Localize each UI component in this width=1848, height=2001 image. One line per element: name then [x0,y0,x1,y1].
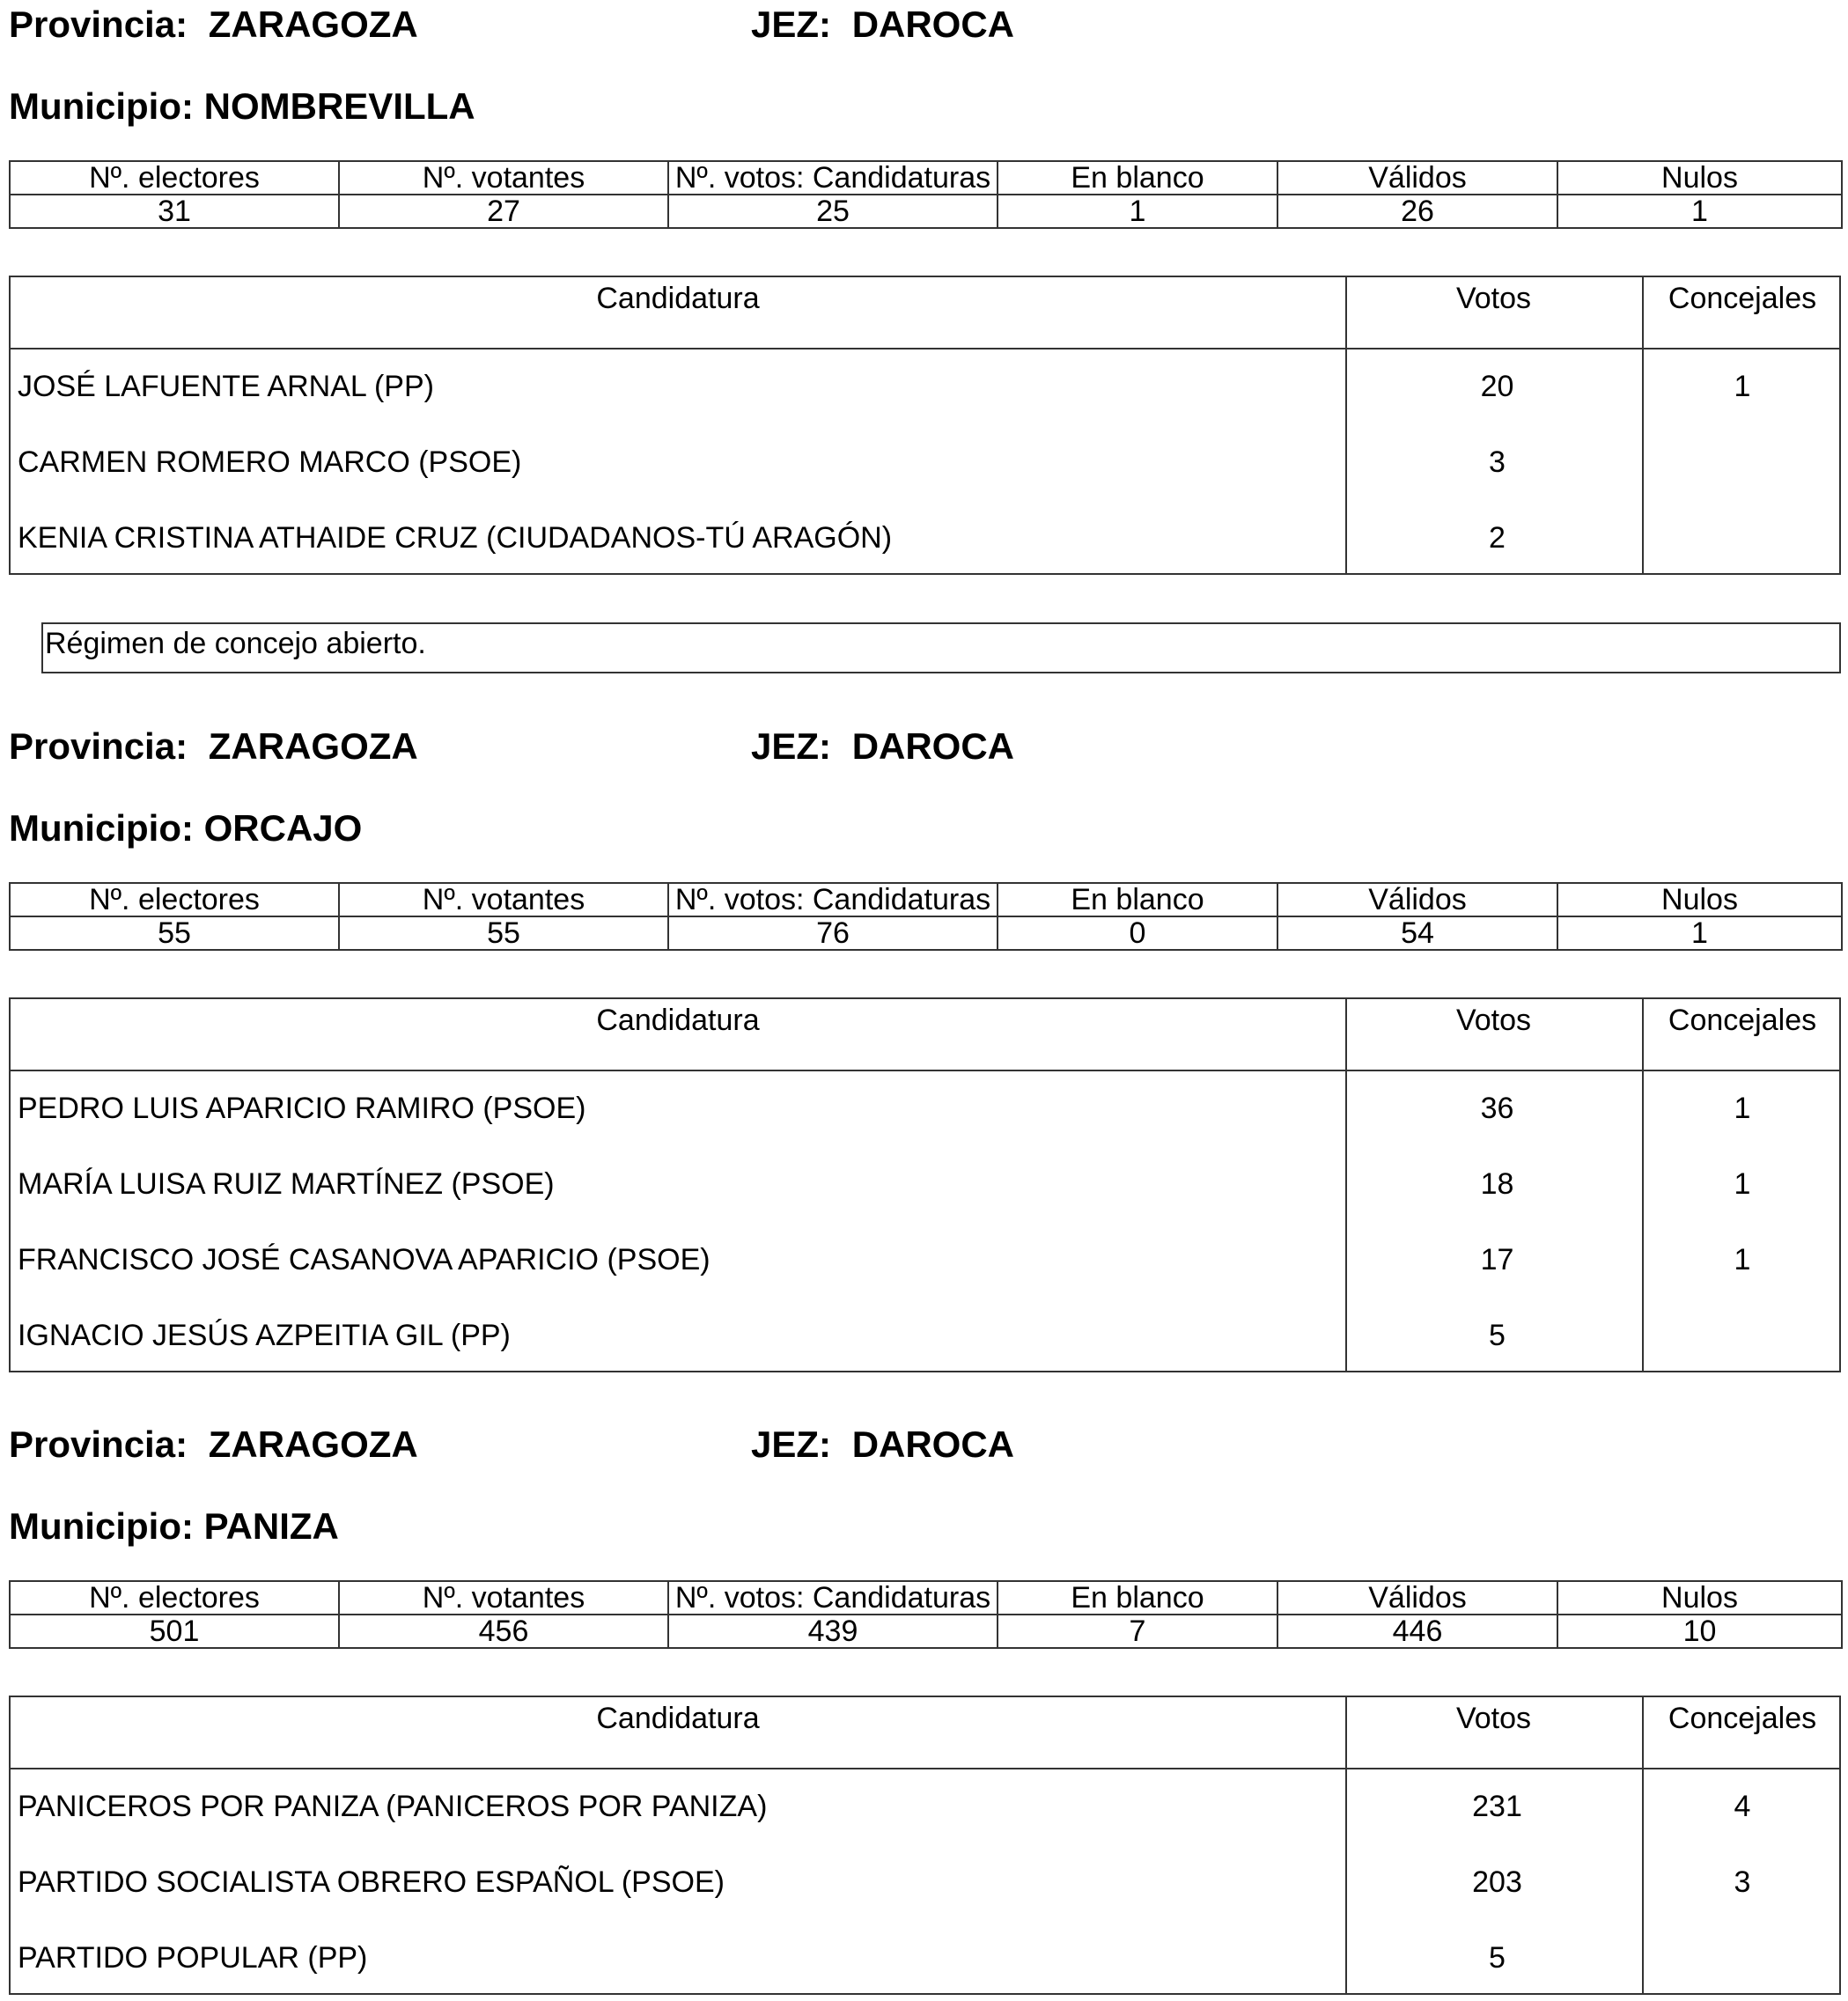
value-nulos: 1 [1557,916,1842,950]
summary-value-row [10,916,1842,950]
header-concejales: Concejales [1668,1702,1817,1735]
candidate-name: PARTIDO POPULAR (PP) [18,1941,368,1975]
candidate-name: PARTIDO SOCIALISTA OBRERO ESPAÑOL (PSOE) [18,1865,725,1899]
header-votos-candidaturas: Nº. votos: Candidaturas [668,1581,998,1615]
candidate-votos: 17 [1480,1243,1514,1276]
value-votantes: 456 [339,1615,668,1648]
value-validos: 446 [1277,1615,1557,1648]
provincia-heading [9,1426,418,1463]
candidate-row [11,1222,1839,1298]
jez-heading [751,6,1014,43]
header-nulos: Nulos [1557,1581,1842,1615]
candidate-row [11,1146,1839,1222]
candidate-name: IGNACIO JESÚS AZPEITIA GIL (PP) [18,1319,511,1352]
jez-label: JEZ: [751,725,832,767]
header-candidatura: Candidatura [596,1702,760,1735]
candidate-name: MARÍA LUISA RUIZ MARTÍNEZ (PSOE) [18,1167,555,1201]
value-nulos: 1 [1557,195,1842,228]
header-concejales: Concejales [1668,1004,1817,1037]
candidate-name: JOSÉ LAFUENTE ARNAL (PP) [18,370,434,403]
candidate-concejales: 3 [1734,1865,1751,1899]
header-validos: Válidos [1277,1581,1557,1615]
jez-label: JEZ: [751,4,832,45]
summary-header-row [10,1581,1842,1615]
value-validos: 54 [1277,916,1557,950]
municipio-label: Municipio: [9,807,194,849]
value-electores: 501 [10,1615,339,1648]
header-validos: Válidos [1277,883,1557,916]
provincia-heading [9,725,418,767]
candidate-name: PEDRO LUIS APARICIO RAMIRO (PSOE) [18,1092,586,1125]
value-votantes: 27 [339,195,668,228]
candidatura-table [9,1696,1841,1995]
jez-heading [751,1426,1014,1463]
candidate-row [11,500,1839,576]
provincia-label: Provincia: [9,725,188,767]
header-votos: Votos [1455,1702,1532,1735]
header-votos-candidaturas: Nº. votos: Candidaturas [668,161,998,195]
header-votos: Votos [1455,282,1532,315]
candidate-concejales: 1 [1734,1167,1751,1201]
municipio-value: ORCAJO [203,807,363,849]
municipio-label: Municipio: [9,85,194,127]
candidate-votos: 3 [1489,445,1506,479]
value-votos-candidaturas: 25 [668,195,998,228]
provincia-heading [9,6,418,43]
header-en-blanco: En blanco [998,1581,1277,1615]
candidate-name: KENIA CRISTINA ATHAIDE CRUZ (CIUDADANOS-TÚ ARAGÓN) [18,521,893,555]
municipio-heading [9,807,363,849]
municipio-label: Municipio: [9,1505,194,1547]
regimen-note: Régimen de concejo abierto. [41,622,1841,673]
header-nulos: Nulos [1557,883,1842,916]
header-electores: Nº. electores [10,883,339,916]
candidate-votos: 203 [1472,1865,1522,1899]
jez-value: DAROCA [851,4,1015,45]
header-en-blanco: En blanco [998,161,1277,195]
jez-label: JEZ: [751,1424,832,1465]
candidate-row [11,1844,1839,1920]
header-votantes: Nº. votantes [339,1581,668,1615]
candidate-concejales: 1 [1734,1092,1751,1125]
provincia-label: Provincia: [9,1424,188,1465]
value-en-blanco: 7 [998,1615,1277,1648]
candidate-votos: 2 [1489,521,1506,555]
candidate-row [11,349,1839,424]
jez-value: DAROCA [851,1424,1015,1465]
candidate-row [11,1920,1839,1996]
candidate-votos: 5 [1489,1319,1506,1352]
candidate-name: CARMEN ROMERO MARCO (PSOE) [18,445,522,479]
value-validos: 26 [1277,195,1557,228]
provincia-value: ZARAGOZA [208,725,418,767]
header-validos: Válidos [1277,161,1557,195]
header-nulos: Nulos [1557,161,1842,195]
value-en-blanco: 0 [998,916,1277,950]
header-electores: Nº. electores [10,1581,339,1615]
header-votantes: Nº. votantes [339,883,668,916]
value-electores: 55 [10,916,339,950]
municipio-heading [9,1505,339,1547]
summary-table [9,882,1843,951]
header-concejales: Concejales [1668,282,1817,315]
candidatura-table [9,997,1841,1372]
header-candidatura: Candidatura [596,282,760,315]
candidate-votos: 18 [1480,1167,1514,1201]
provincia-value: ZARAGOZA [208,4,418,45]
summary-header-row [10,161,1842,195]
provincia-label: Provincia: [9,4,188,45]
candidate-row [11,1070,1839,1146]
jez-heading [751,725,1015,767]
candidate-row [11,1769,1839,1844]
provincia-value: ZARAGOZA [208,1424,418,1465]
header-en-blanco: En blanco [998,883,1277,916]
value-votos-candidaturas: 76 [668,916,998,950]
summary-value-row [10,195,1842,228]
candidate-concejales: 1 [1734,370,1751,403]
header-votos: Votos [1455,1004,1532,1037]
candidate-name: FRANCISCO JOSÉ CASANOVA APARICIO (PSOE) [18,1243,710,1276]
candidate-concejales: 4 [1734,1790,1751,1823]
candidate-name: PANICEROS POR PANIZA (PANICEROS POR PANIZA) [18,1790,768,1823]
header-votos-candidaturas: Nº. votos: Candidaturas [668,883,998,916]
header-electores: Nº. electores [10,161,339,195]
jez-value: DAROCA [851,725,1015,767]
header-candidatura: Candidatura [596,1004,760,1037]
municipio-value: PANIZA [203,1505,339,1547]
value-votos-candidaturas: 439 [668,1615,998,1648]
value-votantes: 55 [339,916,668,950]
municipio-heading [9,85,475,127]
value-en-blanco: 1 [998,195,1277,228]
candidate-votos: 5 [1489,1941,1506,1975]
candidate-votos: 20 [1480,370,1514,403]
summary-header-row [10,883,1842,916]
summary-value-row [10,1615,1842,1648]
candidate-votos: 36 [1480,1092,1514,1125]
candidate-concejales: 1 [1734,1243,1751,1276]
municipio-value: NOMBREVILLA [203,85,475,127]
header-votantes: Nº. votantes [339,161,668,195]
candidate-votos: 231 [1472,1790,1522,1823]
summary-table [9,1580,1843,1649]
candidate-row [11,424,1839,500]
summary-table [9,160,1843,229]
candidate-row [11,1298,1839,1373]
value-electores: 31 [10,195,339,228]
value-nulos: 10 [1557,1615,1842,1648]
candidatura-table [9,276,1841,575]
